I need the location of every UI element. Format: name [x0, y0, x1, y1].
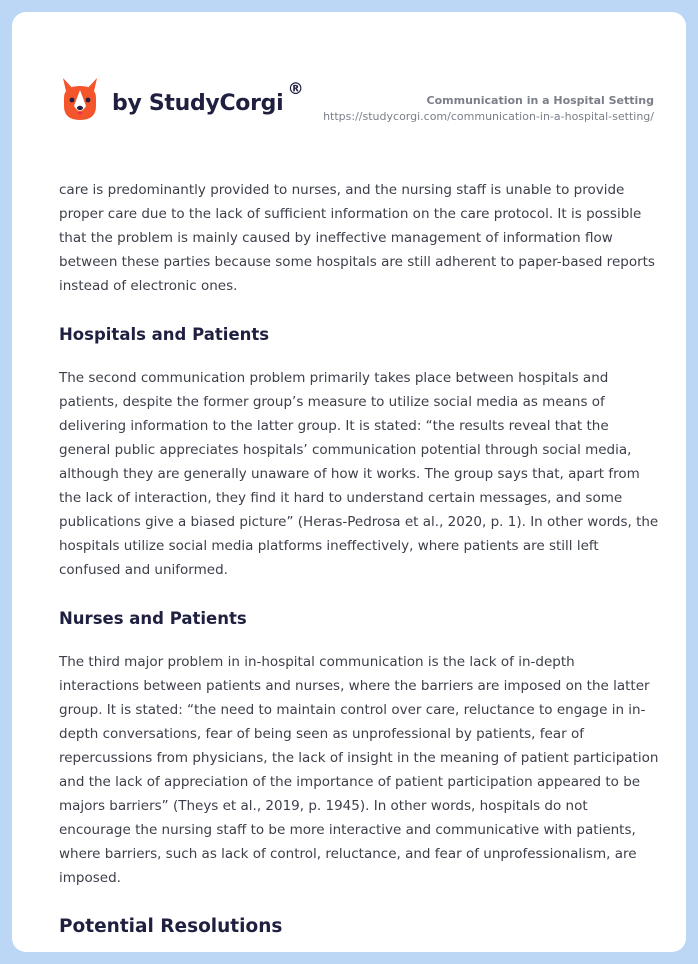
document-page [12, 12, 686, 952]
intro-paragraph: care is predominantly provided to nurses, and the nursing staff is unable to provide proper care due to the lack of sufficient information on the care protocol. It is possible that the problem is mainly caused by ineffective management of information flow between these parties because some hospitals are still adherent to paper-based reports instead of electronic ones. [59, 182, 655, 294]
document-title: Communication in a Hospital Setting [426, 94, 654, 107]
corgi-icon [60, 76, 100, 122]
brand-name: by StudyCorgi ® [112, 78, 304, 116]
registered-mark: ® [287, 78, 304, 98]
section-heading-potential-resolutions: Potential Resolutions [59, 916, 283, 937]
document-meta [323, 93, 654, 125]
document-body [59, 178, 659, 938]
studycorgi-logo[interactable] [60, 76, 304, 122]
document-url[interactable]: https://studycorgi.com/communication-in-a-hospital-setting/ [323, 110, 654, 123]
section-paragraph-hospitals-patients: The second communication problem primarily takes place between hospitals and patients, despite the former group’s measure to utilize social media as means of delivering information to the latter group. It is stated: “the results reveal that the general public appreciates hospitals’ communication potential through social media, although they are generally unaware of how it works. The group says that, apart from the lack of interaction, they find it hard to understand certain messages, and some publications give a biased picture” (Heras-Pedrosa et al., 2020, p. 1). In other words, the hospitals utilize social media platforms ineffectively, where patients are still left confused and uniformed. [59, 370, 659, 578]
section-heading-nurses-patients: Nurses and Patients [59, 609, 247, 628]
section-heading-hospitals-patients: Hospitals and Patients [59, 325, 270, 344]
section-paragraph-nurses-patients: The third major problem in in-hospital communication is the lack of in-depth interactions between patients and nurses, where the barriers are imposed on the latter group. It is stated: “the need to maintain control over care, reluctance to engage in in-depth conversations, fear of being seen as unprofessional by patients, fear of repercussions from physicians, the lack of insight in the meaning of patient participation and the lack of appreciation of the importance of patient participation appeared to be majors barriers” (Theys et al., 2019, p. 1945). In other words, hospitals do not encourage the nursing staff to be more interactive and communicative with patients, where barriers, such as lack of control, reluctance, and fear of unprofessionalism, are imposed. [59, 654, 659, 886]
